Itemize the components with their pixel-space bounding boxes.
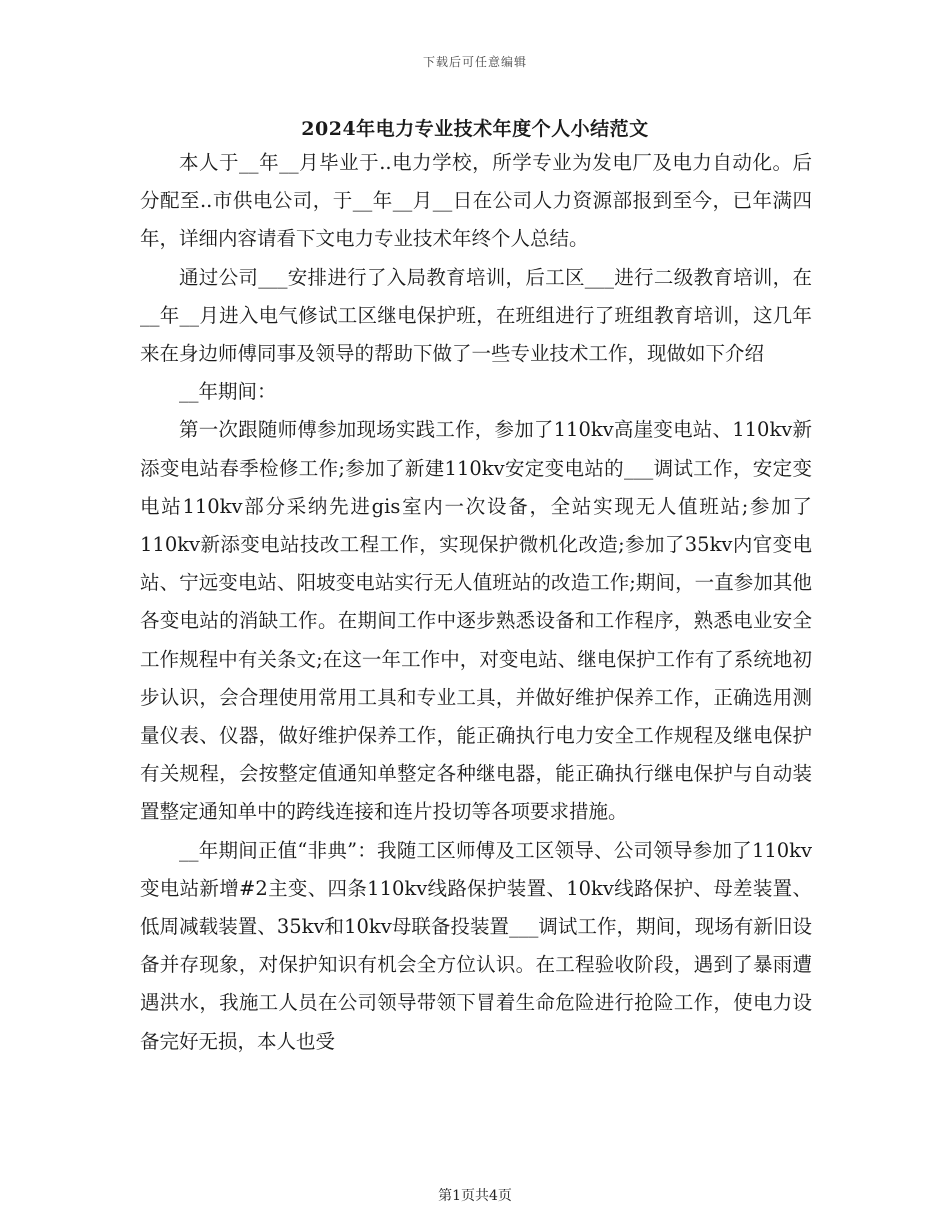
document-title: 2024年电力专业技术年度个人小结范文 xyxy=(301,118,649,140)
paragraph-3: __年期间： xyxy=(179,380,277,404)
paragraph-5: __年期间正值“非典”：我随工区师傅及工区领导、公司领导参加了110kv变电站新增#2主变、四条110kv线路保护装置、10kv线路保护、母差装置、低周减载装置、35kv和10kv母联备投装置___调试工作，期间，现场有新旧设备并存现象，对保护知识有机会全方位认识。在工程验收阶段，遇到了暴雨遭遇洪水，我施工人员在公司领导带领下冒着生命危险进行抢险工作，使电力设备完好无损，本人也受 xyxy=(140,838,812,1053)
document-body xyxy=(140,144,812,1061)
paragraph-2: 通过公司___安排进行了入局教育培训，后工区___进行二级教育培训，在__年__月进入电气修试工区继电保护班，在班组进行了班组教育培训，这几年来在身边师傅同事及领导的帮助下做了一些专业技术工作，现做如下介绍 xyxy=(140,265,812,366)
page-header-note: 下载后可任意编辑 xyxy=(422,55,527,69)
paragraph-4: 第一次跟随师傅参加现场实践工作，参加了110kv高崖变电站、110kv新添变电站春季检修工作;参加了新建110kv安定变电站的___调试工作，安定变电站110kv部分采纳先进gis室内一次设备，全站实现无人值班站;参加了110kv新添变电站技改工程工作，实现保护微机化改造;参加了35kv内官变电站、宁远变电站、阳坡变电站实行无人值班站的改造工作;期间，一直参加其他各变电站的消缺工作。在期间工作中逐步熟悉设备和工作程序，熟悉电业安全工作规程中有关条文;在这一年工作中，对变电站、继电保护工作有了系统地初步认识，会合理使用常用工具和专业工具，并做好维护保养工作，正确选用测量仪表、仪器，做好维护保养工作，能正确执行电力安全工作规程及继电保护有关规程，会按整定值通知单整定各种继电器，能正确执行继电保护与自动装置整定通知单中的跨线连接和连片投切等各项要求措施。 xyxy=(140,418,812,824)
page-number: 第1页共4页 xyxy=(438,1188,512,1204)
paragraph-1: 本人于__年__月毕业于..电力学校，所学专业为发电厂及电力自动化。后分配至..市供电公司，于__年__月__日在公司人力资源部报到至今，已年满四年，详细内容请看下文电力专业技术年终个人总结。 xyxy=(140,151,812,251)
